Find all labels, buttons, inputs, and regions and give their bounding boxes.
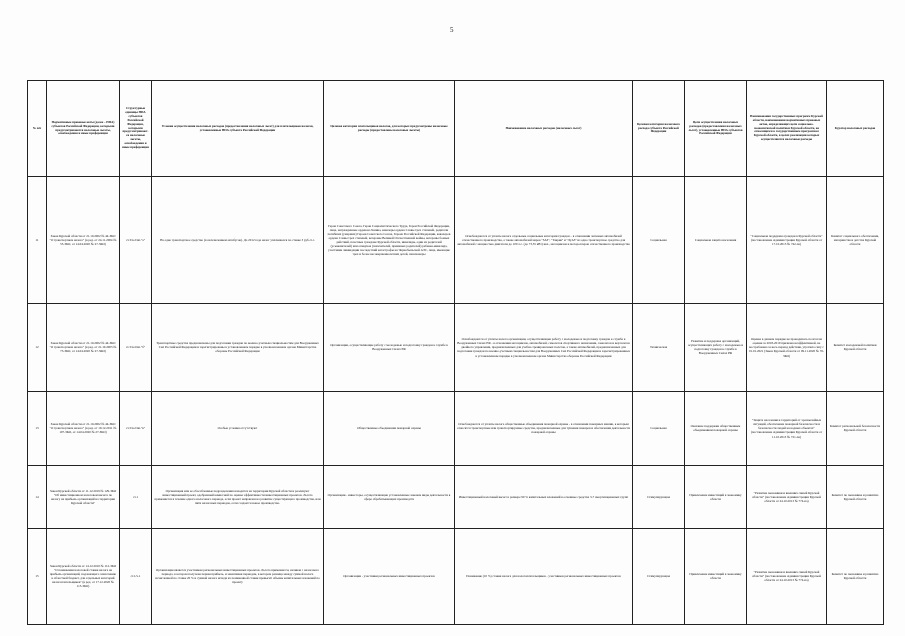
row-name: Освобождаются от уплаты налога общественные объединения пожарной охраны - в отношении пожарных машин, к которым относятся транспортные или транспортируемые средства, предназначенные для тушения пожаров и обеспечения деятельности пожарной охраны (455, 391, 633, 465)
row-unit: ст.3/п.2/пп."а" (120, 177, 152, 304)
row-name: Инвестиционный налоговый вычет в размере 90 % капитальных вложений в основные средства 3-7 амортизационных групп (455, 466, 633, 528)
row-unit: ст.1/ч.1 (120, 528, 152, 624)
row-curator: Комитет по экономике и развитию Курской области (827, 466, 884, 528)
row-name: Освобождаются от уплаты налога отдельные социальные категории граждан – в отношении легковых автомобилей отечественного производства, а также автомобилей марок "ЗАЗ", "Таврия" и "ЛуАЗ" из одно транспортное средство для автомобилей с мощностью двигателя до 100 л.с. (до 73,55 кВт) вкл., мотоциклов и мотороллеров отечественного производства (455, 177, 633, 304)
row-num: 15 (28, 528, 47, 624)
row-conditions: Организация является участником региональных инвестиционных проектов. Льгота применяется, начиная с налогового периода, в котором получена первая прибыль, и заканчивая периодом, в котором разница между суммой налога исчисленной по ставке 20 % и суммой налога исходя из пониженной ставки превысит объемы капитальных вложений по проекту (152, 528, 324, 624)
table-row (28, 391, 884, 465)
row-num: 13 (28, 391, 47, 465)
row-program: "Защита населения и территорий от чрезвычайных ситуаций, обеспечение пожарной безопасности и безопасности людей на водных объектах" (постановление Администрации Курской области от 11.10.2013 № 721-па) (747, 391, 827, 465)
row-program: "Социальная поддержка граждан в Курской области" (постановление Администрации Курской области от 17.10.2013 № 742-па) (747, 177, 827, 304)
header-goals: Цели осуществления налоговых расходов (предоставления налоговых льгот), установленные НПА субъектов Российской Федерации (685, 81, 747, 177)
row-npa: Закон Курской области от 21.10.2002 № 44-ЗКО "О транспортном налоге" (в ред. от 21.10.2005 № 73-ЗКО, от 14.04.2020 № 27-ЗКО) (47, 304, 120, 392)
row-npa: Закон Курской области от 21.10.2002 № 44-ЗКО "О транспортном налоге" (в ред. от 24.11.2004 № 55-ЗКО, от 14.04.2020 № 27-ЗКО) (47, 177, 120, 304)
row-num: 11 (28, 177, 47, 304)
header-num: № п/п (28, 81, 47, 177)
row-npa: Закон Курской области от 11.12.2019 № 129-ЗКО "Об инвестиционном налоговом вычете по налогу на прибыль организаций на территории Курской области" (47, 466, 120, 528)
row-conditions: Организация или ее обособленные подразделения находятся на территории Курской области и реализуют инвестиционный проект, одобренный комиссией по оценке эффективности инвестиционных проектов. Льгота применяется в течение одного налогового периода, если проект направлен на развитие существующего производства, или пяти налоговых периодов, если создается новое производство. (152, 466, 324, 528)
header-unit: Структурные единицы НПА субъектов Российской Федерации, которыми предусматривают-ся налоговые льготы, освобождения и иные преференции (120, 81, 152, 177)
header-target-category: Целевая категория налогового расхода субъекта Российской Федерации (633, 81, 685, 177)
row-program: "Развитие экономики и внешних связей Курской области" (постановление Администрации Курской области от 24.10.2013 № 774-па) (747, 528, 827, 624)
row-goal: Привлечение инвестиций в экономику области (685, 528, 747, 624)
row-category: Общественные объединения пожарной охраны (324, 391, 455, 465)
row-target-category: Социальная (633, 177, 685, 304)
row-curator: Комитет молодежной политики Курской области (827, 304, 884, 392)
row-target-category: Социальная (633, 391, 685, 465)
header-name: Наименование налоговых расходов (налоговых льгот) (455, 81, 633, 177)
row-unit: ст.1 (120, 466, 152, 528)
row-unit: ст.3/п.2/пп."в" (120, 391, 152, 465)
tax-expenditure-table (27, 80, 884, 625)
row-category: Организации - инвесторы, осуществляющие установленные законом виды деятельности в сфере обрабатывающих производств (324, 466, 455, 528)
header-programs: Наименования государственных программ Курской области, наименования нормативных правовых актов, определяющих цели социально-экономической политики Курской области, не относящихся к государственным программам Курской области, в целях реализации которых осуществляются налоговые расходы (747, 81, 827, 177)
row-goal: Развитие и поддержка организаций, осуществляющих работу с молодежью и подготовку граждан к службе в Вооруженных Силах РФ (685, 304, 747, 392)
row-category: Организации - участники региональных инвестиционных проектов (324, 528, 455, 624)
row-curator: Комитет социального обеспечения, материнства и детства Курской области (827, 177, 884, 304)
row-npa: Закон Курской области от 14.12.2010 № 112-ЗКО "О понижении налоговой ставки налога на прибыль организаций, подлежащего зачислению в областной бюджет, для отдельных категорий налогоплательщиков" (в ред. от 17.12.2020 № 115-ЗКО) (47, 528, 120, 624)
row-goal: Оказание поддержки общественным объединениям пожарной охраны (685, 391, 747, 465)
table-row (28, 466, 884, 528)
row-npa: Закон Курской области от 21.10.2002 № 44-ЗКО "О транспортном налоге" (в ред. от 19.12.2011 № 107-ЗКО, от 14.04.2020 № 27-ЗКО) (47, 391, 120, 465)
row-curator: Комитет региональной безопасности Курской области (827, 391, 884, 465)
row-goal: Социальная защита населения (685, 177, 747, 304)
row-name: Освобождаются от уплаты налога организации, осуществляющие работу с молодежью и подготовку граждан к службе в Вооруженных Силах РФ - в отношении мотоциклов, автомобилей, самолетов спортивного назначения, самолетов и вертолетов двойного управления, предназначенных для учебно-тренировочных полетов, а также автомобилей, предназначенных для подготовки граждан по военно-учетным специальностям для Вооруженных Сил Российской Федерации и зарегистрированных в установленном порядке в уполномоченном органе Министерства обороны Российской Федерации (455, 304, 633, 392)
header-curator: Куратор налоговых расходов (827, 81, 884, 177)
row-conditions: На одно транспортное средство (за исключением автобусов). До 2012 года налог уплачивался по ставке 3 руб./л.с. (152, 177, 324, 304)
header-npa: Нормативные правовые акты (далее – НПА) субъектов Российской Федерации, которыми предусматриваются налоговые льготы, освобождения и иные преференции (47, 81, 120, 177)
row-conditions: Особые условия отсутствуют (152, 391, 324, 465)
header-category: Целевая категория плательщиков налогов, для которых предусмотрены налоговые расходы (предоставлены налоговые льготы) (324, 81, 455, 177)
header-conditions: Условия осуществления налоговых расходов (предоставления налоговых льгот) для плательщиков налогов, установленные НПА субъекта Российской Федерации (152, 81, 324, 177)
row-program: "Развитие экономики и внешних связей Курской области" (постановление Администрации Курской области от 24.10.2013 № 774-па) (747, 466, 827, 528)
row-num: 12 (28, 304, 47, 392)
page-number: 5 (450, 26, 454, 34)
row-goal: Привлечение инвестиций в экономику области (685, 466, 747, 528)
row-category: Герои Советского Союза, Герои Социалистического Труда, Герои Российской Федерации, лица, награжденные орденом Ленина, кавалеры ордена Славы трех степеней, родители погибших (умерших) Героев Советского Союза, Героев Российской Федерации, кавалеров ордена Славы трех степеней, ветераны Великой Отечественной войны, ветераны боевых действий, почетные граждане Курской области, инвалиды, один из родителей (усыновителей) или опекунов (попечителей, приемных родителей) ребенка-инвалида, участники ликвидации последствий катастрофы на Чернобыльской АЭС, лица, имеющие трех и более несовершеннолетних детей, пенсионеры (324, 177, 455, 304)
table-row (28, 528, 884, 624)
row-program: Оценка в данном порядке не проводилась по итогам оценки за 2018-2019 признана неэффективной, не востребована за весь период действия, утратила силу с 01.01.2021 (Закон Курской области от 09.11.2020 № 76-ЗКО) (747, 304, 827, 392)
table-header-row (28, 81, 884, 177)
row-target-category: Стимулирующая (633, 528, 685, 624)
row-curator: Комитет по экономике и развитию Курской области (827, 528, 884, 624)
table-row (28, 177, 884, 304)
row-name: Понижение (10 %) ставки налога для налогоплательщиков - участников региональных инвестиционных проектов (455, 528, 633, 624)
row-category: Организации, осуществляющие работу с молодежью и подготовку граждан к службе в Вооруженных Силах РФ (324, 304, 455, 392)
row-conditions: Транспортные средства предназначены для подготовки граждан по военно-учетным специальностям для Вооруженных Сил Российской Федерации и зарегистрированы в установленном порядке в уполномоченном органе Министерства обороны Российской Федерации (152, 304, 324, 392)
row-target-category: Стимулирующая (633, 466, 685, 528)
row-num: 14 (28, 466, 47, 528)
table-row (28, 304, 884, 392)
row-target-category: Техническая (633, 304, 685, 392)
row-unit: ст.3/п.2/пп."б" (120, 304, 152, 392)
